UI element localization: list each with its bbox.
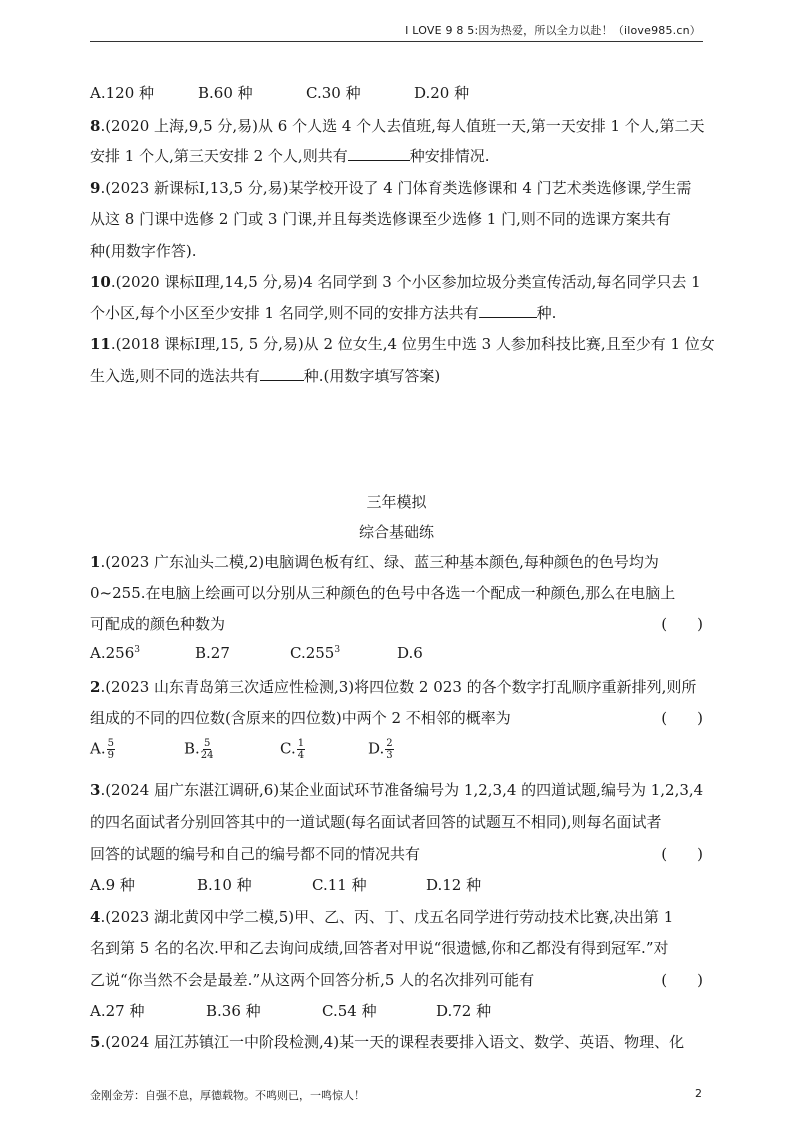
practice-4-line-3 xyxy=(90,969,703,990)
option-row xyxy=(90,82,703,103)
question-text: .(2024 届广东湛江调研,6)某企业面试环节准备编号为 1,2,3,4 的四道试题,编号为 1,2,3,4 xyxy=(100,781,704,799)
practice-3-line-2 xyxy=(90,811,703,832)
question-number: 5 xyxy=(90,1033,101,1051)
question-11-line-1 xyxy=(90,333,715,354)
option-a: A.27 种 xyxy=(90,1002,145,1020)
answer-parentheses: ( ) xyxy=(661,615,703,633)
option-b: B. $\frac{5}{24}$ xyxy=(184,738,214,761)
question-text: 可配成的颜色种数为 xyxy=(90,615,226,633)
page-footer: 金刚金芳：自强不息，厚德载物。不鸣则已，一鸣惊人！ xyxy=(90,1089,365,1102)
answer-blank xyxy=(348,146,410,161)
option-d: D.12 种 xyxy=(426,876,482,894)
question-number: 4 xyxy=(90,908,101,926)
question-number: 8 xyxy=(90,117,101,135)
option-a: A.9 种 xyxy=(90,876,135,894)
answer-blank xyxy=(260,366,304,381)
question-9-line-1 xyxy=(90,177,703,198)
question-10-line-2 xyxy=(90,302,703,323)
page-header: I LOVE 9 8 5:因为热爱，所以全力以赴！（ilove985.cn） xyxy=(405,24,701,37)
question-text: 安排 1 个人,第三天安排 2 个人,则共有 xyxy=(90,147,348,165)
option-b: B.10 种 xyxy=(197,876,252,894)
practice-1-line-2 xyxy=(90,582,703,603)
option-a: A.256$^3$ xyxy=(90,644,140,662)
question-10-line-1 xyxy=(90,271,703,292)
question-text: 组成的不同的四位数(含原来的四位数)中两个 2 不相邻的概率为 xyxy=(90,709,511,727)
practice-4-line-1 xyxy=(90,906,703,927)
question-text: .(2020 上海,9,5 分,易)从 6 个人选 4 个人去值班,每人值班一天,第一天安排 1 个人,第二天 xyxy=(100,117,705,135)
question-text: 种. xyxy=(536,304,557,322)
page-number: 2 xyxy=(695,1087,702,1100)
question-9-line-3 xyxy=(90,240,703,261)
question-text: .(2018 课标Ⅰ理,15, 5 分,易)从 2 位女生,4 位男生中选 3 人参加科技比赛,且至少有 1 位女 xyxy=(110,335,715,353)
question-text: 种.(用数字填写答案) xyxy=(303,367,441,385)
question-11-line-2 xyxy=(90,365,703,386)
practice-3-options xyxy=(90,874,703,895)
option-d: D.72 种 xyxy=(436,1002,492,1020)
question-8-line-1 xyxy=(90,115,703,136)
practice-3-line-3 xyxy=(90,843,703,864)
question-text: .(2023 新课标Ⅰ,13,5 分,易)某学校开设了 4 门体育类选修课和 4 门艺术类选修课,学生需 xyxy=(100,179,692,197)
answer-parentheses: ( ) xyxy=(661,971,703,989)
question-text: .(2023 广东汕头二模,2)电脑调色板有红、绿、蓝三种基本颜色,每种颜色的色号均为 xyxy=(100,553,659,571)
option-d: D.20 种 xyxy=(414,84,470,102)
question-text: .(2023 湖北黄冈中学二模,5)甲、乙、丙、丁、戊五名同学进行劳动技术比赛,决出第 1 xyxy=(100,908,674,926)
question-number: 3 xyxy=(90,781,101,799)
option-b: B.36 种 xyxy=(206,1002,261,1020)
option-c: C. $\frac{1}{4}$ xyxy=(280,738,305,761)
practice-1-line-3 xyxy=(90,613,703,634)
question-text: .(2024 届江苏镇江一中阶段检测,4)某一天的课程表要排入语文、数学、英语、物理、化 xyxy=(100,1033,685,1051)
option-d: D. $\frac{2}{3}$ xyxy=(368,738,393,761)
question-text: 0~255.在电脑上绘画可以分别从三种颜色的色号中各选一个配成一种颜色,那么在电脑上 xyxy=(90,584,676,602)
option-b: B.60 种 xyxy=(198,84,253,102)
practice-2-line-2 xyxy=(90,707,703,728)
option-d: D.6 xyxy=(397,644,423,662)
option-c: C.255$^3$ xyxy=(290,644,341,662)
question-number: 1 xyxy=(90,553,101,571)
answer-parentheses: ( ) xyxy=(661,845,703,863)
practice-1-line-1 xyxy=(90,551,703,572)
question-number: 11 xyxy=(90,335,111,353)
practice-1-options xyxy=(90,644,703,662)
question-9-line-2 xyxy=(90,208,703,229)
header-rule xyxy=(90,41,703,42)
question-number: 9 xyxy=(90,179,101,197)
section-title: 三年模拟 xyxy=(366,493,427,511)
question-number: 2 xyxy=(90,678,101,696)
option-c: C.30 种 xyxy=(306,84,361,102)
option-b: B.27 xyxy=(195,644,230,662)
answer-blank xyxy=(479,303,537,318)
option-c: C.54 种 xyxy=(322,1002,377,1020)
question-text: .(2020 课标Ⅱ理,14,5 分,易)4 名同学到 3 个小区参加垃圾分类宣传活动,每名同学只去 1 xyxy=(110,273,701,291)
question-text: 生入选,则不同的选法共有 xyxy=(90,367,260,385)
question-text: 种(用数字作答). xyxy=(90,242,197,260)
question-text: 名到第 5 名的名次.甲和乙去询问成绩,回答者对甲说“很遗憾,你和乙都没有得到冠军.”对 xyxy=(90,939,669,957)
question-number: 10 xyxy=(90,273,111,291)
option-a: A.120 种 xyxy=(90,84,154,102)
question-text: 从这 8 门课中选修 2 门或 3 门课,并且每类选修课至少选修 1 门,则不同的选课方案共有 xyxy=(90,210,671,228)
question-text: 乙说“你当然不会是最差.”从这两个回答分析,5 人的名次排列可能有 xyxy=(90,971,535,989)
question-text: 种安排情况. xyxy=(409,147,490,165)
question-text: 个小区,每个小区至少安排 1 名同学,则不同的安排方法共有 xyxy=(90,304,479,322)
practice-4-options xyxy=(90,1000,703,1021)
option-a: A. $\frac{5}{9}$ xyxy=(90,738,114,761)
practice-4-line-2 xyxy=(90,937,703,958)
option-c: C.11 种 xyxy=(312,876,367,894)
question-text: 回答的试题的编号和自己的编号都不同的情况共有 xyxy=(90,845,421,863)
practice-2-line-1 xyxy=(90,676,703,697)
practice-3-line-1 xyxy=(90,779,703,800)
question-text: 的四名面试者分别回答其中的一道试题(每名面试者回答的试题互不相同),则每名面试者 xyxy=(90,813,662,831)
answer-parentheses: ( ) xyxy=(661,709,703,727)
question-text: .(2023 山东青岛第三次适应性检测,3)将四位数 2 023 的各个数字打乱顺序重新排列,则所 xyxy=(100,678,697,696)
practice-2-options xyxy=(90,738,703,761)
question-8-line-2 xyxy=(90,145,703,166)
section-subtitle: 综合基础练 xyxy=(358,523,434,541)
practice-5-line-1 xyxy=(90,1031,703,1052)
